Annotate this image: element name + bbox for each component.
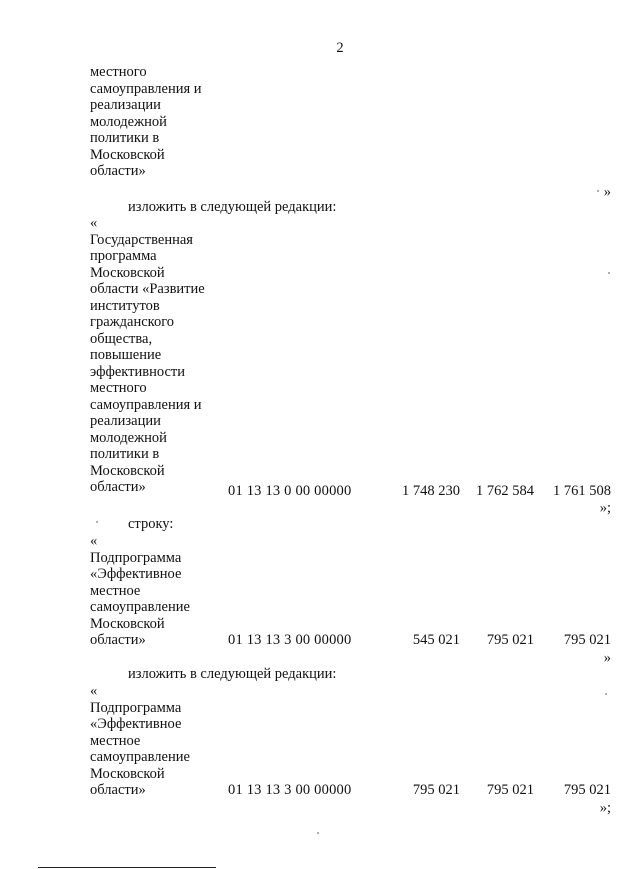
value-year-2: 1 762 584 — [476, 483, 534, 499]
value-year-3: 795 021 — [563, 632, 611, 648]
text-line: области» — [90, 479, 146, 495]
scan-speck — [605, 693, 607, 695]
text-line: молодежной — [90, 429, 167, 446]
text-line: институтов — [90, 297, 160, 314]
new-program-name — [90, 215, 230, 496]
budget-code: 01 13 13 0 00 00000 — [228, 483, 352, 499]
closing-quote: »; — [599, 500, 611, 516]
text-line: области» — [90, 782, 146, 798]
text-line: Подпрограмма — [90, 549, 182, 566]
text-line: самоуправление — [90, 749, 190, 765]
text-line: «Эффективное — [90, 566, 182, 582]
text-line: Государственная — [90, 231, 193, 248]
budget-code: 01 13 13 3 00 00000 — [228, 782, 352, 798]
text-line: местного — [90, 64, 147, 80]
value-year-3: 1 761 508 — [553, 483, 611, 499]
value-year-3: 795 021 — [563, 782, 611, 798]
text-line: области» — [90, 632, 146, 648]
value-year-1: 795 021 — [412, 782, 460, 798]
opening-quote: « — [90, 533, 98, 549]
new-subprogram-name — [90, 683, 230, 799]
closing-quote: »; — [599, 800, 611, 816]
closing-quote: » — [603, 650, 611, 666]
text-line: реализации — [90, 97, 161, 113]
old-program-tail — [90, 64, 230, 180]
closing-quote: » — [603, 184, 611, 200]
scan-speck — [597, 190, 599, 192]
old-subprogram-name — [90, 533, 230, 649]
text-line: самоуправление — [90, 599, 190, 615]
text-line: общества, — [90, 330, 153, 347]
text-line: «Эффективное — [90, 716, 182, 732]
text-line: политики в — [90, 446, 160, 462]
text-line: местного — [90, 380, 147, 396]
text-line: Московской — [90, 462, 165, 479]
page-number: 2 — [336, 40, 344, 56]
text-line: Московской — [90, 615, 165, 632]
value-year-2: 795 021 — [486, 782, 534, 798]
text-line: Московской — [90, 765, 165, 782]
scan-speck — [608, 272, 610, 274]
text-line: политики в — [90, 130, 160, 146]
text-line: самоуправления и — [90, 80, 202, 97]
value-year-1: 1 748 230 — [402, 483, 460, 499]
opening-quote: « — [90, 215, 98, 231]
text-line: Московской — [90, 146, 165, 163]
text-line: области» — [90, 163, 146, 179]
text-line: реализации — [90, 413, 161, 429]
value-year-1: 545 021 — [412, 632, 460, 648]
text-line: самоуправления и — [90, 396, 202, 413]
text-line: местное — [90, 732, 141, 749]
footnote-rule — [38, 867, 216, 868]
text-line: эффективности — [90, 363, 185, 380]
scan-speck — [317, 832, 319, 834]
replace-instruction: изложить в следующей редакции: — [128, 199, 337, 215]
value-year-2: 795 021 — [486, 632, 534, 648]
text-line: Подпрограмма — [90, 699, 182, 716]
budget-code: 01 13 13 3 00 00000 — [228, 632, 352, 648]
scan-speck — [96, 521, 98, 523]
text-line: молодежной — [90, 113, 167, 130]
row-label: строку: — [128, 516, 174, 532]
text-line: повышение — [90, 347, 162, 363]
replace-instruction: изложить в следующей редакции: — [128, 666, 337, 682]
text-line: области «Развитие — [90, 281, 205, 297]
text-line: гражданского — [90, 314, 175, 330]
text-line: программа — [90, 248, 157, 264]
text-line: местное — [90, 582, 141, 599]
text-line: Московской — [90, 264, 165, 281]
opening-quote: « — [90, 683, 98, 699]
